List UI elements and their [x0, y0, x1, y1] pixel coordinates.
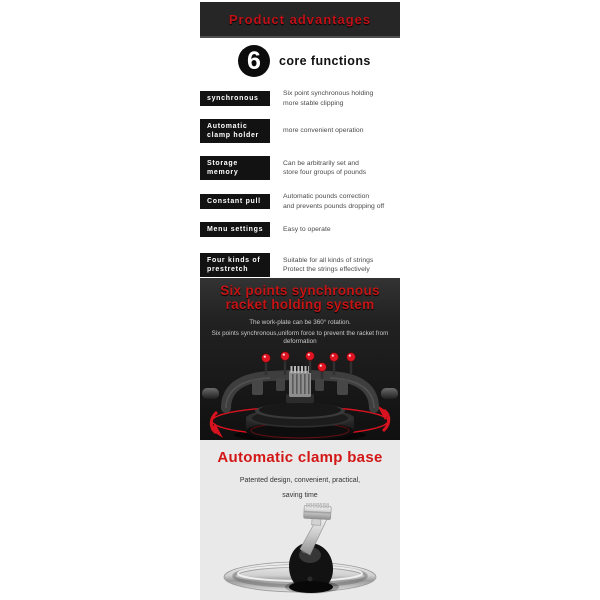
feature-description	[283, 225, 331, 235]
feature-description	[283, 89, 373, 108]
feature-badge: Menu settings	[200, 222, 270, 237]
feature-badge: Constant pull	[200, 194, 270, 209]
feature-desc-line: more stable clipping	[283, 99, 344, 107]
section-subtext: The work-plate can be 360° rotation.	[249, 319, 351, 326]
banner	[200, 2, 400, 38]
feature-desc-line: more convenient operation	[283, 127, 364, 135]
feature-desc-line: Six point synchronous holding	[283, 90, 374, 97]
right-knob	[381, 388, 398, 399]
feature-badge: Four kinds of prestretch	[200, 253, 270, 277]
feature-item	[200, 89, 400, 108]
feature-item	[200, 253, 400, 277]
section-subtext: Six points synchronous,uniform force to prevent the racket from deformation	[211, 330, 389, 345]
content-column	[200, 0, 400, 600]
feature-desc-line: Easy to operate	[283, 225, 331, 233]
feature-badge: synchronous	[200, 91, 270, 106]
clamp-head	[304, 503, 332, 520]
feature-description	[283, 256, 373, 275]
feature-desc-line: store four groups of pounds	[283, 169, 367, 176]
feature-badge: Storage memory	[200, 156, 270, 180]
feature-badge: Automatic clamp holder	[200, 119, 270, 143]
count-number: 6	[247, 46, 261, 75]
section-subtext: Patented design, convenient, practical,	[239, 477, 361, 484]
clamp-point-marker-icon	[306, 352, 315, 361]
left-knob	[202, 388, 219, 399]
feature-desc-line: and prevents pounds dropping off	[283, 202, 385, 210]
clamp-base-section	[200, 440, 400, 600]
feature-list	[200, 84, 400, 278]
feature-desc-line: Automatic pounds correction	[283, 193, 370, 200]
feature-item	[200, 119, 400, 143]
banner-title: Product advantages	[228, 11, 372, 27]
section-title-line: Six points synchronous	[220, 283, 380, 298]
section-title-line: racket holding system	[225, 297, 375, 312]
feature-description	[283, 159, 366, 178]
feature-desc-line: Can be arbitrarily set and	[283, 159, 359, 167]
count-badge	[238, 45, 270, 77]
racket-holder-image	[200, 348, 400, 440]
holding-system-section	[200, 278, 400, 440]
feature-desc-line: Suitable for all kinds of strings	[283, 256, 374, 264]
section-title: Automatic clamp base	[217, 449, 383, 466]
clamp-point-marker-icon	[318, 363, 327, 372]
clamp-point-marker-icon	[262, 354, 271, 363]
feature-description	[283, 192, 384, 211]
clamp-point-marker-icon	[330, 353, 339, 362]
feature-desc-line: Protect the strings effectively	[283, 266, 370, 273]
clamp-point-marker-icon	[281, 352, 290, 361]
clamp-point-marker-icon	[347, 353, 356, 362]
feature-item	[200, 156, 400, 180]
feature-item	[200, 222, 400, 237]
section-subtext: saving time	[282, 492, 318, 499]
section-title	[200, 284, 400, 312]
feature-description	[283, 126, 363, 136]
core-functions-label: core functions	[279, 54, 371, 68]
feature-item	[200, 192, 400, 211]
clamp-base-image	[200, 503, 400, 600]
core-functions-header	[200, 38, 400, 84]
